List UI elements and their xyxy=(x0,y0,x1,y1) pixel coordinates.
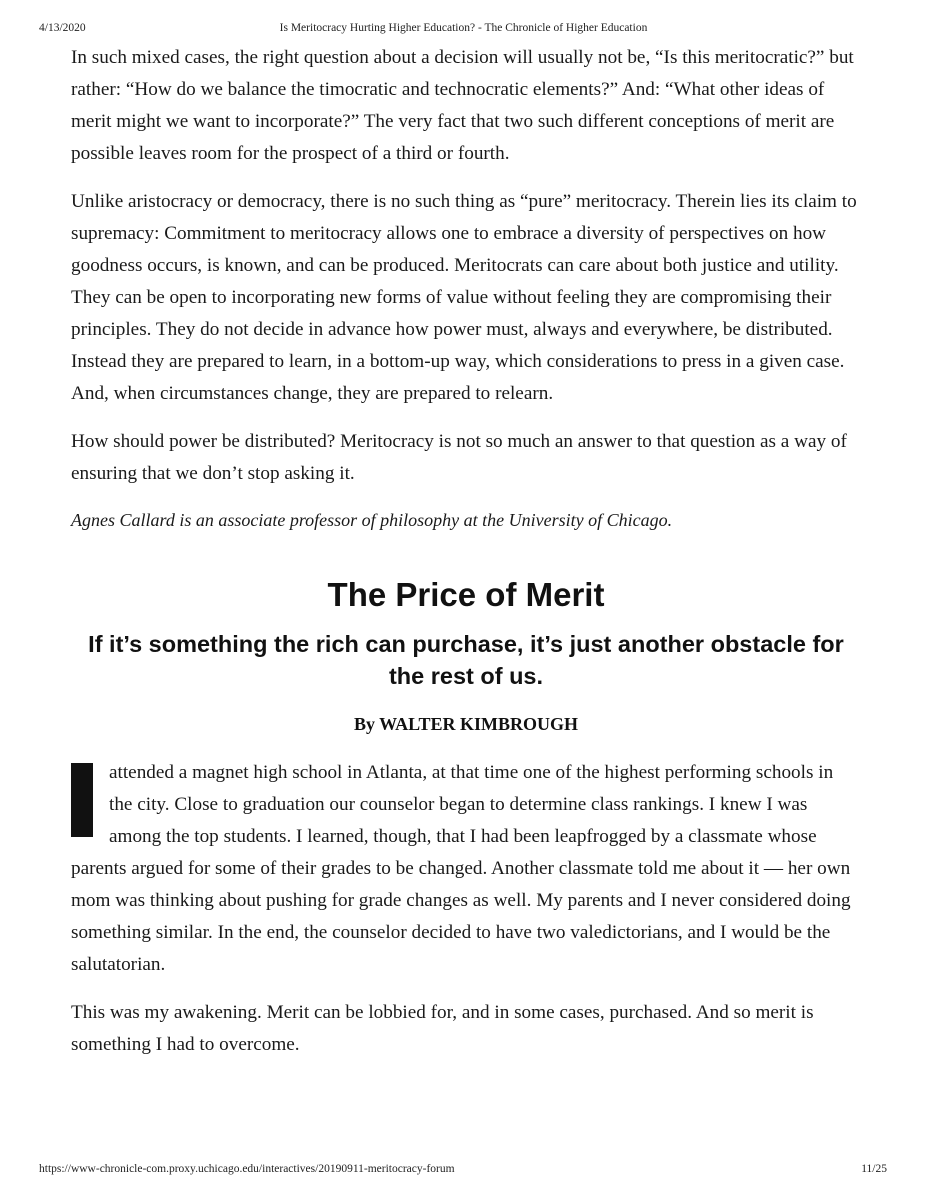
drop-cap-i xyxy=(71,763,93,837)
print-date: 4/13/2020 xyxy=(39,22,86,34)
print-title: Is Meritocracy Hurting Higher Education? - The Chronicle of Higher Education xyxy=(279,22,648,34)
article-body xyxy=(71,42,861,1077)
page-url: https://www-chronicle-com.proxy.uchicago.edu/interactives/20190911-meritocracy-forum xyxy=(39,1163,455,1175)
author-bio: Agnes Callard is an associate professor of philosophy at the University of Chicago. xyxy=(71,510,673,530)
paragraph-text: attended a magnet high school in Atlanta, at that time one of the highest performing schools in the city. Close to graduation our counselor began to determine class rankings. I knew I was among the top students. I learned, though, that I had been leapfrogged by a classmate whose parents argued for some of their grades to be changed. Another classmate told me about it — her own mom was thinking about pushing for grade changes as well. My parents and I never considered doing something similar. In the end, the counselor decided to have two valedictorians, and I would be the salutatorian. xyxy=(71,762,851,975)
section-title: The Price of Merit xyxy=(327,576,605,613)
page-header xyxy=(0,22,927,38)
paragraph-power-distribution: How should power be distributed? Meritocracy is not so much an answer to that question as a way of ensuring that we don’t stop asking it. xyxy=(71,431,847,484)
byline: By WALTER KIMBROUGH xyxy=(353,714,579,734)
section-subtitle: If it’s something the rich can purchase, it’s just another obstacle for the rest of us. xyxy=(88,631,844,689)
paragraph-pure-meritocracy: Unlike aristocracy or democracy, there is no such thing as “pure” meritocracy. Therein lies its claim to supremacy: Commitment to meritocracy allows one to embrace a diversity of perspectives on how goodness occurs, is known, and can be produced. Meritocrats can care about both justice and utility. They can be open to incorporating new forms of value without feeling they are compromising their principles. They do not decide in advance how power must, always and everywhere, be distributed. Instead they are prepared to learn, in a bottom-up way, which considerations to press in a given case. And, when circumstances change, they are prepared to relearn. xyxy=(71,191,857,404)
paragraph-awakening: This was my awakening. Merit can be lobbied for, and in some cases, purchased. And so merit is something I had to overcome. xyxy=(71,1002,814,1055)
paragraph-magnet-school xyxy=(71,757,861,981)
page-footer xyxy=(0,1163,927,1179)
paragraph-mixed-cases: In such mixed cases, the right question about a decision will usually not be, “Is this meritocratic?” but rather: “How do we balance the timocratic and technocratic elements?” And: “What other ideas of merit might we want to incorporate?” The very fact that two such different conceptions of merit are possible leaves room for the prospect of a third or fourth. xyxy=(71,47,854,164)
page-number: 11/25 xyxy=(861,1163,887,1175)
